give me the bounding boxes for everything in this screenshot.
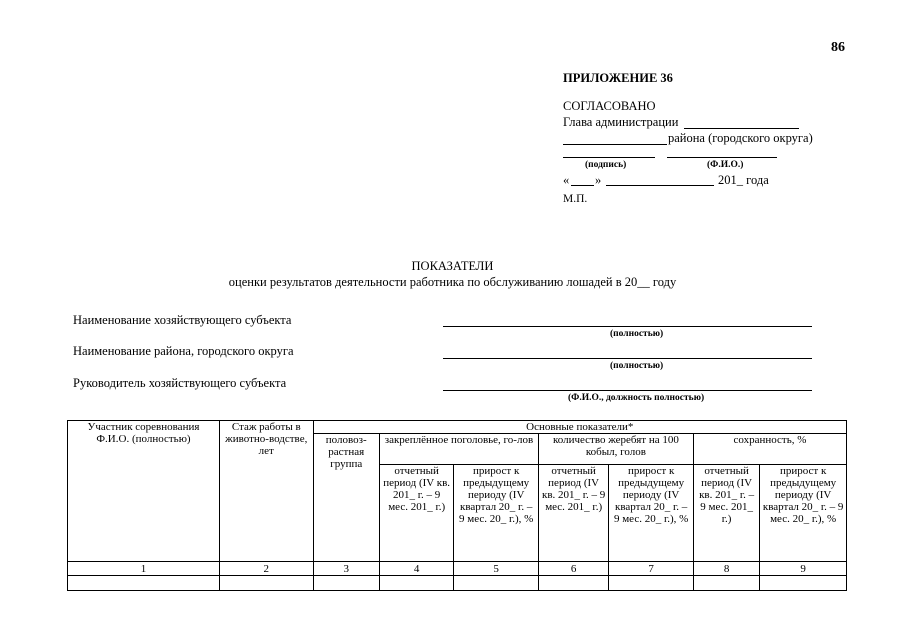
table-cell-empty[interactable]	[760, 576, 847, 591]
field-line-district	[443, 358, 812, 359]
header-main-indicators: Основные показатели*	[313, 421, 846, 434]
header-participant: Участник соревнования Ф.И.О. (полностью)	[68, 421, 220, 562]
stamp-label: М.П.	[563, 193, 588, 205]
fio-caption: (Ф.И.О.)	[707, 160, 744, 170]
header-preservation-growth: прирост к предыдущему периоду (IV квартал 20_ г. – 9 мес. 20_ г.), %	[760, 465, 847, 562]
column-number: 3	[313, 562, 379, 576]
table-cell-empty[interactable]	[454, 576, 539, 591]
field-line-head	[443, 390, 812, 391]
header-foals-report: отчетный период (IV кв. 201_ г. – 9 мес. 201_ г.)	[538, 465, 608, 562]
head-label: Глава администрации	[563, 115, 679, 129]
header-foals: количество жеребят на 100 кобыл, голов	[538, 434, 693, 465]
column-number: 7	[609, 562, 694, 576]
column-number: 6	[538, 562, 608, 576]
header-preservation-report: отчетный период (IV кв. 201_ г. – 9 мес. 201_ г.)	[693, 465, 759, 562]
table-cell-empty[interactable]	[313, 576, 379, 591]
table-cell-empty[interactable]	[379, 576, 453, 591]
header-herd-report: отчетный период (IV кв. 201_ г. – 9 мес. 201_ г.)	[379, 465, 453, 562]
column-number: 1	[68, 562, 220, 576]
indicators-table	[67, 420, 847, 591]
table-cell-empty[interactable]	[68, 576, 220, 591]
appendix-title: ПРИЛОЖЕНИЕ 36	[563, 71, 673, 85]
agreed-label: СОГЛАСОВАНО	[563, 99, 656, 113]
field-hint-district: (полностью)	[610, 361, 664, 371]
column-number: 5	[454, 562, 539, 576]
column-number: 9	[760, 562, 847, 576]
header-experience: Стаж работы в животно-водстве, лет	[219, 421, 313, 562]
header-preservation: сохранность, %	[693, 434, 846, 465]
district-line	[563, 144, 667, 145]
signature-line	[563, 157, 655, 158]
header-herd: закреплённое поголовье, го-лов	[379, 434, 538, 465]
field-hint-head: (Ф.И.О., должность полностью)	[568, 393, 705, 403]
column-number: 4	[379, 562, 453, 576]
field-line-entity	[443, 326, 812, 327]
document-subtitle: оценки результатов деятельности работника по обслуживанию лошадей в 20__ году	[228, 275, 677, 289]
date-open-quote: «	[563, 173, 570, 187]
field-label-district: Наименование района, городского округа	[73, 344, 294, 358]
date-close-quote: »	[595, 173, 602, 187]
header-herd-growth: прирост к предыдущему периоду (IV квартал 20_ г. – 9 мес. 20_ г.), %	[454, 465, 539, 562]
head-signature-line	[684, 128, 799, 129]
page-number: 86	[831, 40, 845, 55]
district-label: района (городского округа)	[668, 131, 813, 145]
table-cell-empty[interactable]	[609, 576, 694, 591]
header-age-group: половоз-растная группа	[313, 434, 379, 562]
header-foals-growth: прирост к предыдущему периоду (IV квартал 20_ г. – 9 мес. 20_ г.), %	[609, 465, 694, 562]
table-cell-empty[interactable]	[538, 576, 608, 591]
column-number: 2	[219, 562, 313, 576]
date-year: 201_ года	[718, 173, 769, 187]
date-day-line	[571, 185, 594, 186]
column-number: 8	[693, 562, 759, 576]
fio-line	[667, 157, 777, 158]
table-cell-empty[interactable]	[219, 576, 313, 591]
field-label-head: Руководитель хозяйствующего субъекта	[73, 376, 287, 390]
date-month-line	[606, 185, 714, 186]
field-label-entity: Наименование хозяйствующего субъекта	[73, 313, 292, 327]
signature-caption: (подпись)	[585, 160, 627, 170]
field-hint-entity: (полностью)	[610, 329, 664, 339]
table-cell-empty[interactable]	[693, 576, 759, 591]
document-title: ПОКАЗАТЕЛИ	[411, 259, 494, 273]
